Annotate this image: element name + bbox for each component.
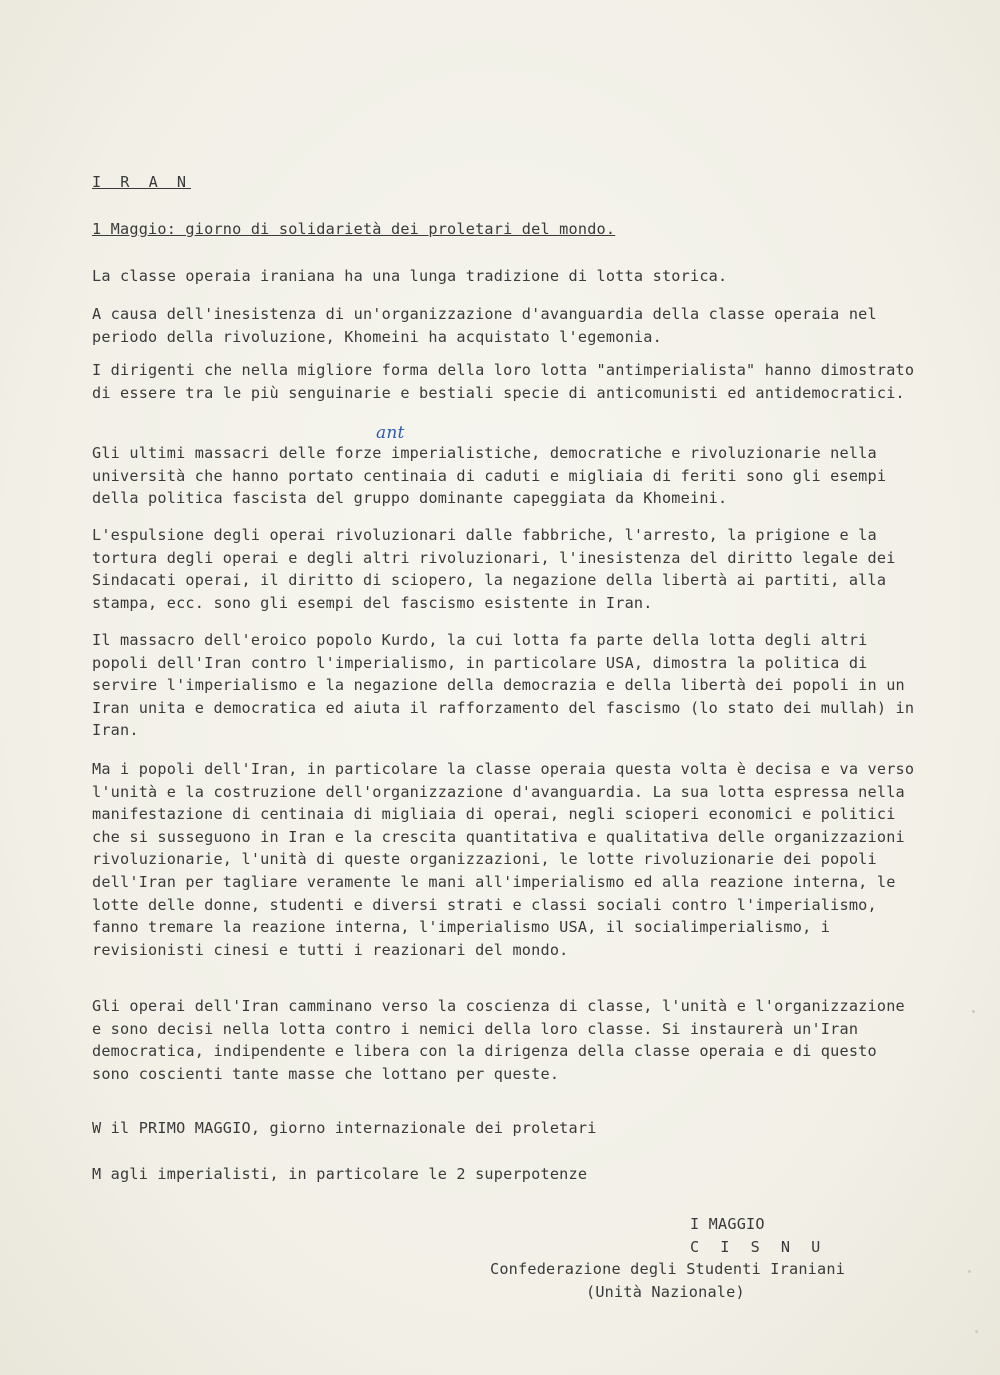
paper-speck [972, 1010, 975, 1013]
signature-org-name: Confederazione degli Studenti Iraniani [490, 1260, 846, 1279]
signature-acronym: C I S N U [690, 1237, 827, 1256]
signature-block [490, 1213, 870, 1303]
paragraph: A causa dell'inesistenza di un'organizzazione d'avanguardia della classe operaia nel periodo della rivoluzione, Khomeini ha acquistato l'egemonia. [92, 305, 887, 346]
signature-org-subtitle: (Unità Nazionale) [586, 1282, 745, 1301]
paragraph: I dirigenti che nella migliore forma della loro lotta "antimperialista" hanno dimostrato di essere tra le più senguinarie e bestiali specie di anticomunisti ed antidemocratici. [92, 361, 924, 402]
paper-speck [968, 1270, 971, 1273]
closing-slogan: W il PRIMO MAGGIO, giorno internazionale dei proletari [92, 1119, 597, 1137]
closing-slogan: M agli imperialisti, in particolare le 2 superpotenze [92, 1165, 588, 1183]
paragraph: Gli operai dell'Iran camminano verso la coscienza di classe, l'unità e l'organizzazione e sono decisi nella lotta contro i nemici della loro classe. Si instaurerà un'Iran democratica, indipendente e libera con la dirigenza della classe operaia e di questo sono coscienti tante masse che lottano per queste. [92, 997, 915, 1083]
paragraph: Gli ultimi massacri delle forze imperialistiche, democratiche e rivoluzionarie nella università che hanno portato centinaia di caduti e migliaia di feriti sono gli esempi della politica fascista del gruppo dominante capeggiata da Khomeini. [92, 444, 896, 508]
signature-date: I MAGGIO [690, 1215, 765, 1233]
document-heading: I R A N [92, 173, 192, 191]
paragraph: Ma i popoli dell'Iran, in particolare la classe operaia questa volta è decisa e va verso l'unità e la costruzione dell'organizzazione d'avanguardia. La sua lotta espressa nella manifestazione di centinaia di migliaia di operai, negli scioperi economici e politici che si susseguono in Iran e la crescita quantitativa e qualitativa delle organizzazioni rivoluzionarie, l'unità di queste organizzazioni, le lotte rivoluzionarie dei popoli dell'Iran per tagliare veramente le mani all'imperialismo ed alla reazione interna, le lotte delle donne, studenti e diversi strati e classi sociali contro l'imperialismo, fanno tremare la reazione interna, l'imperialismo USA, il socialimperialismo, i revisionisti cinesi e tutti i reazionari del mondo. [92, 760, 924, 959]
paragraph: L'espulsione degli operai rivoluzionari dalle fabbriche, l'arresto, la prigione e la tortura degli operai e degli altri rivoluzionari, l'inesistenza del diritto legale dei Sindacati operai, il diritto di sciopero, la negazione della libertà ai partiti, alla stampa, ecc. sono gli esempi del fascismo esistente in Iran. [92, 526, 905, 612]
paper-speck [975, 1330, 978, 1333]
paragraph: La classe operaia iraniana ha una lunga tradizione di lotta storica. [92, 267, 728, 285]
handwritten-insert: ant [376, 423, 405, 443]
document-subtitle: 1 Maggio: giorno di solidarietà dei proletari del mondo. [92, 220, 616, 238]
paragraph: Il massacro dell'eroico popolo Kurdo, la cui lotta fa parte della lotta degli altri popoli dell'Iran contro l'imperialismo, in particolare USA, dimostra la politica di servire l'imperialismo e la negazione della democrazia e della libertà dei popoli in un Iran unita e democratica ed aiuta il rafforzamento del fascismo (lo stato dei mullah) in Iran. [92, 631, 924, 740]
